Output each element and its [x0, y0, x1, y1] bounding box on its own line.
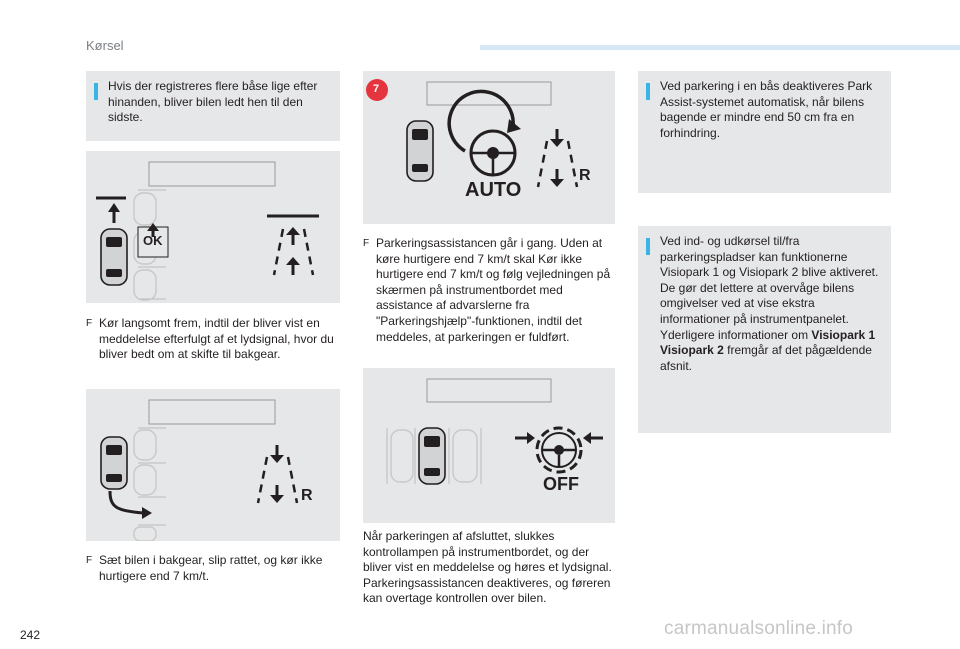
info-marker-icon [646, 238, 650, 255]
instruction-text: Kør langsomt frem, indtil der bliver vist en meddelelse efterfulgt af et lydsignal, hvor du bliver bedt om at skifte til bakgear. [99, 316, 334, 362]
section-title: Kørsel [86, 38, 124, 53]
note-box-multiple-spaces [86, 71, 340, 141]
page-number: 242 [20, 628, 41, 642]
note-text: Ved parkering i en bås deaktiveres Park Assist-systemet automatisk, når bilens bagende er mindre end 50 cm fra en forhindring. [660, 79, 873, 140]
bullet-marker: F [86, 318, 93, 329]
watermark: carmanualsonline.info [664, 618, 854, 639]
reverse-gear-label: R [579, 167, 591, 184]
note-text-end: fremgår af det pågældende afsnit. [660, 343, 872, 373]
parking-reverse-diagram [86, 389, 340, 541]
reverse-gear-label: R [301, 487, 313, 504]
info-marker-icon [94, 83, 98, 100]
header-bar [480, 45, 960, 50]
info-marker-icon [646, 83, 650, 100]
note-box-visiopark [638, 226, 891, 433]
instruction-reverse [86, 553, 342, 584]
bullet-marker: F [363, 238, 370, 249]
note-text [660, 234, 883, 374]
parking-done-diagram [363, 368, 615, 523]
instruction-drive-forward [86, 316, 342, 363]
illustration-drive-forward [86, 151, 340, 303]
bullet-marker: F [86, 555, 93, 566]
auto-label: AUTO [465, 179, 522, 201]
parking-forward-diagram [86, 151, 340, 303]
off-label: OFF [543, 474, 579, 494]
paragraph-parking-finished: Når parkeringen af afsluttet, slukkes kontrollampen på instrumentbordet, og der bliver vist en meddelelse og høres et lydsignal. Parkeringsassistancen deaktiveres, og føreren kan overtage kontrollen over bilen. [363, 529, 612, 606]
ok-icon-label: OK [143, 233, 163, 248]
visiopark-bold: Visiopark 1 Visiopark 2 [660, 327, 876, 358]
note-text: Hvis der registreres flere båse lige efter hinanden, bliver bilen ledt hen til den sidste. [108, 79, 318, 125]
instruction-assistance-active [363, 236, 617, 345]
illustration-auto-steering [363, 71, 615, 224]
instruction-text: Parkeringsassistancen går i gang. Uden at køre hurtigere end 7 km/t skal Kør ikke hurtigere end 7 km/t og følg vejledningen på skærmen på instrumentbordet med assistance af advarslerne fra "Parkeringshjælp"-funktionen, indtil det meddeles, at parkeringen er fuldført. [376, 236, 611, 344]
note-text-start: Ved ind- og udkørsel til/fra parkeringspladser kan funktionerne Visiopark 1 og Visiopark 2 blive aktiveret. De gør det lettere at overvåge bilens omgivelser ved at vise ekstra informationer på instrumentpanelet. Yderligere informationer om [660, 234, 879, 342]
note-box-auto-deactivation [638, 71, 891, 193]
illustration-reverse [86, 389, 340, 541]
illustration-parking-done [363, 368, 615, 523]
instruction-text: Sæt bilen i bakgear, slip rattet, og kør ikke hurtigere end 7 km/t. [99, 553, 323, 583]
step-badge: 7 [373, 83, 380, 95]
